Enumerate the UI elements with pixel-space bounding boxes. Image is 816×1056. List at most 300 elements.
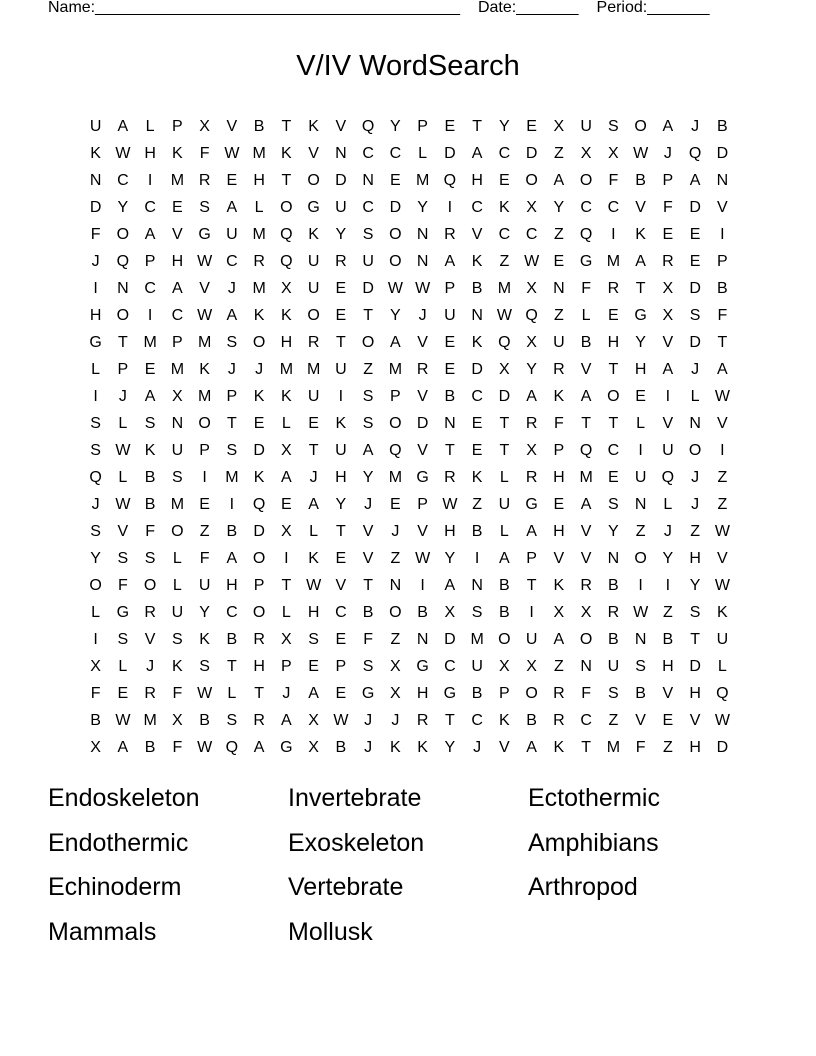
grid-letter[interactable]: K — [308, 226, 319, 243]
grid-letter[interactable]: N — [580, 658, 592, 675]
grid-letter[interactable]: K — [281, 388, 292, 405]
grid-letter[interactable]: T — [472, 118, 483, 135]
grid-letter[interactable]: O — [116, 226, 130, 243]
grid-letter[interactable]: W — [633, 604, 649, 621]
grid-letter[interactable]: X — [526, 280, 537, 297]
grid-letter[interactable]: L — [636, 415, 646, 432]
grid-letter[interactable]: W — [115, 712, 131, 729]
grid-letter[interactable]: W — [115, 496, 131, 513]
grid-letter[interactable]: D — [498, 388, 511, 405]
grid-letter[interactable]: P — [144, 253, 156, 270]
grid-letter[interactable]: C — [607, 442, 620, 459]
grid-letter[interactable]: C — [171, 307, 184, 324]
grid-letter[interactable]: O — [116, 307, 130, 324]
grid-letter[interactable]: E — [689, 253, 701, 270]
grid-letter[interactable]: E — [390, 172, 401, 189]
grid-letter[interactable]: Z — [690, 523, 701, 540]
grid-letter[interactable]: E — [335, 685, 347, 702]
grid-letter[interactable]: A — [580, 388, 592, 405]
grid-letter[interactable]: N — [171, 415, 184, 432]
grid-letter[interactable]: P — [172, 334, 183, 351]
grid-letter[interactable]: D — [471, 361, 483, 378]
grid-letter[interactable]: N — [716, 172, 729, 189]
grid-letter[interactable]: I — [665, 577, 671, 594]
grid-letter[interactable]: F — [90, 226, 101, 243]
grid-letter[interactable]: W — [115, 145, 131, 162]
grid-letter[interactable]: B — [717, 280, 728, 297]
grid-letter[interactable]: R — [525, 415, 538, 432]
grid-letter[interactable]: W — [387, 280, 403, 297]
grid-letter[interactable]: Z — [717, 469, 728, 486]
grid-letter[interactable]: I — [638, 442, 643, 459]
grid-letter[interactable]: D — [689, 199, 701, 216]
grid-letter[interactable]: F — [717, 307, 728, 324]
grid-letter[interactable]: K — [144, 442, 156, 459]
grid-letter[interactable]: O — [252, 334, 266, 351]
grid-letter[interactable]: F — [145, 523, 156, 540]
grid-letter[interactable]: T — [335, 334, 346, 351]
grid-letter[interactable]: Y — [390, 307, 401, 324]
grid-letter[interactable]: G — [280, 739, 293, 756]
grid-letter[interactable]: T — [444, 442, 455, 459]
grid-letter[interactable]: C — [362, 199, 374, 216]
grid-letter[interactable]: I — [638, 577, 643, 594]
grid-letter[interactable]: X — [499, 658, 510, 675]
grid-letter[interactable]: L — [118, 469, 128, 486]
grid-letter[interactable]: D — [389, 199, 402, 216]
grid-letter[interactable]: V — [662, 415, 674, 432]
grid-letter[interactable]: W — [306, 577, 322, 594]
grid-letter[interactable]: K — [308, 118, 319, 135]
grid-letter[interactable]: M — [143, 334, 157, 351]
grid-letter[interactable]: H — [689, 685, 701, 702]
grid-letter[interactable]: G — [198, 226, 211, 243]
grid-letter[interactable]: H — [444, 523, 456, 540]
grid-letter[interactable]: A — [390, 334, 401, 351]
grid-letter[interactable]: V — [580, 523, 592, 540]
grid-letter[interactable]: K — [172, 145, 183, 162]
grid-letter[interactable]: M — [606, 253, 621, 270]
grid-letter[interactable]: H — [89, 307, 102, 324]
grid-letter[interactable]: S — [144, 550, 156, 567]
grid-letter[interactable]: I — [529, 604, 534, 621]
grid-letter[interactable]: M — [170, 172, 185, 189]
grid-letter[interactable]: C — [144, 280, 156, 297]
grid-letter[interactable]: P — [662, 172, 674, 189]
grid-letter[interactable]: L — [663, 496, 673, 513]
grid-letter[interactable]: C — [335, 604, 347, 621]
grid-letter[interactable]: Q — [389, 442, 402, 459]
grid-letter[interactable]: N — [389, 577, 402, 594]
grid-letter[interactable]: B — [253, 118, 265, 135]
grid-letter[interactable]: B — [335, 739, 347, 756]
grid-letter[interactable]: H — [335, 469, 347, 486]
grid-letter[interactable]: T — [281, 577, 292, 594]
grid-letter[interactable]: N — [634, 496, 647, 513]
grid-letter[interactable]: M — [388, 361, 403, 378]
grid-letter[interactable]: G — [525, 496, 538, 513]
grid-letter[interactable]: A — [144, 388, 156, 405]
grid-letter[interactable]: X — [580, 604, 592, 621]
grid-letter[interactable]: R — [144, 604, 156, 621]
grid-letter[interactable]: S — [90, 442, 101, 459]
grid-letter[interactable]: M — [415, 172, 430, 189]
grid-letter[interactable]: Y — [526, 361, 537, 378]
grid-letter[interactable]: S — [308, 631, 319, 648]
grid-letter[interactable]: S — [608, 496, 619, 513]
grid-letter[interactable]: H — [553, 469, 565, 486]
grid-letter[interactable]: C — [471, 199, 483, 216]
grid-letter[interactable]: I — [202, 469, 207, 486]
grid-letter[interactable]: H — [253, 658, 265, 675]
grid-letter[interactable]: U — [307, 388, 320, 405]
grid-letter[interactable]: S — [144, 415, 156, 432]
grid-letter[interactable]: I — [93, 280, 98, 297]
grid-letter[interactable]: K — [90, 145, 101, 162]
grid-letter[interactable]: Y — [608, 523, 619, 540]
grid-letter[interactable]: X — [662, 307, 674, 324]
grid-letter[interactable]: U — [171, 442, 184, 459]
grid-letter[interactable]: A — [253, 739, 265, 756]
grid-letter[interactable]: I — [720, 442, 725, 459]
grid-letter[interactable]: L — [91, 361, 101, 378]
grid-letter[interactable]: E — [226, 172, 238, 189]
grid-letter[interactable]: O — [579, 172, 593, 189]
grid-letter[interactable]: K — [308, 550, 319, 567]
grid-letter[interactable]: A — [717, 361, 728, 378]
grid-letter[interactable]: B — [662, 631, 674, 648]
grid-letter[interactable]: E — [308, 658, 319, 675]
grid-letter[interactable]: S — [471, 604, 483, 621]
grid-letter[interactable]: B — [580, 334, 592, 351]
grid-letter[interactable]: K — [417, 739, 428, 756]
grid-letter[interactable]: M — [143, 712, 157, 729]
grid-letter[interactable]: T — [444, 712, 455, 729]
grid-letter[interactable]: L — [145, 118, 155, 135]
grid-letter[interactable]: Z — [662, 604, 673, 621]
grid-letter[interactable]: V — [335, 577, 347, 594]
grid-letter[interactable]: M — [579, 469, 593, 486]
grid-letter[interactable]: Y — [499, 118, 510, 135]
grid-letter[interactable]: N — [471, 577, 483, 594]
grid-letter[interactable]: Q — [89, 469, 102, 486]
grid-letter[interactable]: P — [117, 361, 129, 378]
grid-letter[interactable]: O — [89, 577, 102, 594]
grid-letter[interactable]: L — [690, 388, 700, 405]
grid-letter[interactable]: V — [308, 145, 319, 162]
grid-letter[interactable]: V — [635, 199, 646, 216]
grid-letter[interactable]: W — [415, 550, 431, 567]
grid-letter[interactable]: R — [607, 604, 620, 621]
grid-letter[interactable]: Y — [390, 118, 401, 135]
grid-letter[interactable]: J — [391, 712, 400, 729]
grid-letter[interactable]: B — [471, 685, 483, 702]
grid-letter[interactable]: K — [390, 739, 401, 756]
grid-letter[interactable]: G — [416, 658, 429, 675]
grid-letter[interactable]: L — [281, 604, 291, 621]
grid-letter[interactable]: N — [117, 280, 129, 297]
grid-letter[interactable]: U — [498, 496, 511, 513]
grid-letter[interactable]: L — [418, 145, 428, 162]
grid-letter[interactable]: V — [417, 334, 428, 351]
grid-letter[interactable]: J — [473, 739, 482, 756]
grid-letter[interactable]: A — [471, 145, 483, 162]
grid-letter[interactable]: E — [335, 631, 347, 648]
grid-letter[interactable]: Y — [444, 550, 456, 567]
grid-letter[interactable]: S — [90, 415, 101, 432]
grid-letter[interactable]: X — [499, 361, 510, 378]
grid-letter[interactable]: Z — [499, 253, 510, 270]
grid-letter[interactable]: O — [498, 631, 511, 648]
grid-letter[interactable]: I — [720, 226, 725, 243]
grid-letter[interactable]: P — [417, 118, 428, 135]
grid-letter[interactable]: V — [499, 739, 510, 756]
grid-letter[interactable]: I — [93, 631, 98, 648]
grid-letter[interactable]: Y — [417, 199, 428, 216]
grid-letter[interactable]: J — [91, 253, 100, 270]
grid-letter[interactable]: X — [444, 604, 456, 621]
grid-letter[interactable]: Y — [553, 199, 565, 216]
grid-letter[interactable]: D — [362, 280, 374, 297]
grid-letter[interactable]: N — [416, 631, 429, 648]
grid-letter[interactable]: T — [635, 280, 646, 297]
grid-letter[interactable]: L — [499, 469, 509, 486]
grid-letter[interactable]: S — [117, 550, 129, 567]
grid-letter[interactable]: T — [254, 685, 265, 702]
grid-letter[interactable]: M — [606, 739, 621, 756]
grid-letter[interactable]: M — [252, 226, 266, 243]
grid-letter[interactable]: H — [471, 172, 483, 189]
grid-letter[interactable]: N — [689, 415, 701, 432]
grid-letter[interactable]: I — [93, 388, 98, 405]
grid-letter[interactable]: U — [335, 361, 347, 378]
grid-letter[interactable]: T — [690, 631, 701, 648]
grid-letter[interactable]: R — [444, 226, 456, 243]
grid-letter[interactable]: N — [89, 172, 102, 189]
grid-letter[interactable]: L — [118, 658, 128, 675]
grid-letter[interactable]: H — [416, 685, 429, 702]
grid-letter[interactable]: Y — [689, 577, 701, 594]
grid-letter[interactable]: P — [417, 496, 428, 513]
grid-letter[interactable]: O — [525, 172, 538, 189]
grid-letter[interactable]: X — [526, 199, 537, 216]
grid-letter[interactable]: C — [226, 604, 238, 621]
grid-letter[interactable]: U — [471, 658, 483, 675]
grid-letter[interactable]: Z — [717, 496, 728, 513]
grid-letter[interactable]: S — [199, 199, 210, 216]
grid-letter[interactable]: D — [525, 145, 538, 162]
grid-letter[interactable]: J — [364, 496, 373, 513]
grid-letter[interactable]: O — [198, 415, 211, 432]
grid-letter[interactable]: E — [335, 307, 347, 324]
grid-letter[interactable]: A — [526, 523, 537, 540]
grid-letter[interactable]: C — [607, 199, 620, 216]
grid-letter[interactable]: U — [226, 226, 238, 243]
grid-letter[interactable]: W — [714, 577, 730, 594]
grid-letter[interactable]: G — [307, 199, 320, 216]
grid-letter[interactable]: C — [580, 712, 592, 729]
grid-letter[interactable]: E — [335, 280, 347, 297]
grid-letter[interactable]: E — [172, 199, 183, 216]
grid-letter[interactable]: M — [197, 334, 212, 351]
period-blank[interactable]: _______ — [647, 0, 710, 16]
grid-letter[interactable]: K — [553, 388, 565, 405]
grid-letter[interactable]: Y — [662, 550, 674, 567]
grid-letter[interactable]: D — [689, 658, 701, 675]
grid-letter[interactable]: X — [662, 280, 674, 297]
grid-letter[interactable]: L — [581, 307, 591, 324]
grid-letter[interactable]: N — [335, 145, 347, 162]
grid-letter[interactable]: H — [226, 577, 238, 594]
grid-letter[interactable]: E — [662, 226, 674, 243]
grid-letter[interactable]: U — [198, 577, 211, 594]
grid-letter[interactable]: A — [553, 172, 565, 189]
grid-letter[interactable]: T — [335, 523, 346, 540]
grid-letter[interactable]: W — [197, 253, 213, 270]
grid-letter[interactable]: Q — [252, 496, 266, 513]
grid-letter[interactable]: E — [253, 415, 265, 432]
grid-letter[interactable]: V — [717, 550, 728, 567]
grid-letter[interactable]: J — [364, 712, 373, 729]
grid-letter[interactable]: P — [199, 442, 210, 459]
grid-letter[interactable]: U — [580, 118, 592, 135]
grid-letter[interactable]: L — [309, 523, 319, 540]
grid-letter[interactable]: U — [553, 334, 565, 351]
grid-letter[interactable]: O — [361, 334, 375, 351]
grid-letter[interactable]: O — [389, 604, 402, 621]
grid-letter[interactable]: S — [226, 334, 238, 351]
grid-letter[interactable]: M — [170, 361, 185, 378]
grid-letter[interactable]: N — [416, 253, 429, 270]
grid-letter[interactable]: B — [635, 172, 646, 189]
grid-letter[interactable]: A — [281, 712, 292, 729]
grid-letter[interactable]: U — [716, 631, 729, 648]
grid-letter[interactable]: E — [553, 253, 565, 270]
grid-letter[interactable]: W — [197, 739, 213, 756]
grid-letter[interactable]: P — [253, 577, 265, 594]
grid-letter[interactable]: J — [691, 496, 700, 513]
grid-letter[interactable]: D — [716, 145, 729, 162]
grid-letter[interactable]: B — [499, 577, 510, 594]
grid-letter[interactable]: Q — [579, 226, 593, 243]
grid-letter[interactable]: T — [363, 577, 374, 594]
grid-letter[interactable]: V — [417, 442, 428, 459]
grid-letter[interactable]: T — [717, 334, 728, 351]
grid-letter[interactable]: X — [281, 523, 292, 540]
grid-letter[interactable]: D — [716, 739, 729, 756]
grid-letter[interactable]: X — [580, 145, 592, 162]
grid-letter[interactable]: Q — [498, 334, 511, 351]
grid-letter[interactable]: H — [689, 550, 701, 567]
grid-letter[interactable]: T — [281, 118, 292, 135]
grid-letter[interactable]: A — [499, 550, 510, 567]
grid-letter[interactable]: Q — [116, 253, 130, 270]
grid-letter[interactable]: K — [553, 577, 565, 594]
grid-letter[interactable]: Q — [361, 118, 375, 135]
grid-letter[interactable]: B — [144, 469, 156, 486]
grid-letter[interactable]: Q — [225, 739, 239, 756]
grid-letter[interactable]: V — [362, 550, 374, 567]
grid-letter[interactable]: H — [607, 334, 620, 351]
grid-letter[interactable]: B — [717, 118, 728, 135]
grid-letter[interactable]: J — [146, 658, 155, 675]
grid-letter[interactable]: R — [307, 334, 320, 351]
grid-letter[interactable]: R — [444, 469, 456, 486]
grid-letter[interactable]: V — [689, 712, 701, 729]
grid-letter[interactable]: X — [281, 631, 292, 648]
grid-letter[interactable]: S — [608, 118, 619, 135]
grid-letter[interactable]: V — [553, 550, 565, 567]
grid-letter[interactable]: E — [335, 550, 347, 567]
grid-letter[interactable]: V — [417, 523, 428, 540]
grid-letter[interactable]: N — [607, 550, 620, 567]
grid-letter[interactable]: P — [172, 118, 183, 135]
grid-letter[interactable]: E — [608, 307, 619, 324]
grid-letter[interactable]: V — [580, 361, 592, 378]
grid-letter[interactable]: I — [147, 307, 153, 324]
grid-letter[interactable]: N — [362, 172, 374, 189]
grid-letter[interactable]: Z — [472, 496, 483, 513]
grid-letter[interactable]: A — [281, 469, 292, 486]
grid-letter[interactable]: Q — [443, 172, 457, 189]
grid-letter[interactable]: J — [227, 361, 236, 378]
grid-letter[interactable]: E — [281, 496, 292, 513]
grid-letter[interactable]: O — [634, 550, 647, 567]
grid-letter[interactable]: S — [689, 307, 701, 324]
grid-letter[interactable]: H — [662, 658, 674, 675]
grid-letter[interactable]: B — [608, 577, 619, 594]
grid-letter[interactable]: D — [444, 631, 456, 648]
grid-letter[interactable]: U — [307, 280, 320, 297]
grid-letter[interactable]: L — [499, 523, 509, 540]
grid-letter[interactable]: T — [117, 334, 128, 351]
grid-letter[interactable]: B — [226, 523, 238, 540]
grid-letter[interactable]: B — [499, 604, 510, 621]
grid-letter[interactable]: A — [580, 496, 592, 513]
grid-letter[interactable]: Q — [716, 685, 729, 702]
grid-letter[interactable]: M — [388, 469, 403, 486]
grid-letter[interactable]: A — [662, 118, 674, 135]
grid-letter[interactable]: P — [717, 253, 728, 270]
grid-letter[interactable]: W — [714, 388, 730, 405]
grid-letter[interactable]: O — [143, 577, 157, 594]
grid-letter[interactable]: B — [444, 388, 456, 405]
grid-letter[interactable]: X — [172, 388, 183, 405]
grid-letter[interactable]: A — [226, 550, 238, 567]
grid-letter[interactable]: R — [607, 280, 620, 297]
grid-letter[interactable]: Z — [553, 145, 564, 162]
grid-letter[interactable]: A — [444, 253, 456, 270]
grid-letter[interactable]: F — [199, 145, 210, 162]
grid-letter[interactable]: Y — [444, 739, 456, 756]
grid-letter[interactable]: A — [526, 388, 537, 405]
grid-letter[interactable]: G — [116, 604, 130, 621]
grid-letter[interactable]: E — [144, 361, 156, 378]
grid-letter[interactable]: A — [226, 199, 238, 216]
grid-letter[interactable]: A — [362, 442, 374, 459]
grid-letter[interactable]: T — [363, 307, 374, 324]
grid-letter[interactable]: I — [147, 172, 153, 189]
grid-letter[interactable]: H — [689, 739, 701, 756]
grid-letter[interactable]: L — [118, 415, 128, 432]
grid-letter[interactable]: R — [253, 631, 265, 648]
grid-letter[interactable]: B — [90, 712, 101, 729]
grid-letter[interactable]: J — [691, 118, 700, 135]
grid-letter[interactable]: E — [471, 442, 483, 459]
grid-letter[interactable]: S — [362, 388, 374, 405]
name-blank[interactable]: _________________________________________ — [95, 0, 460, 16]
grid-letter[interactable]: T — [226, 658, 237, 675]
